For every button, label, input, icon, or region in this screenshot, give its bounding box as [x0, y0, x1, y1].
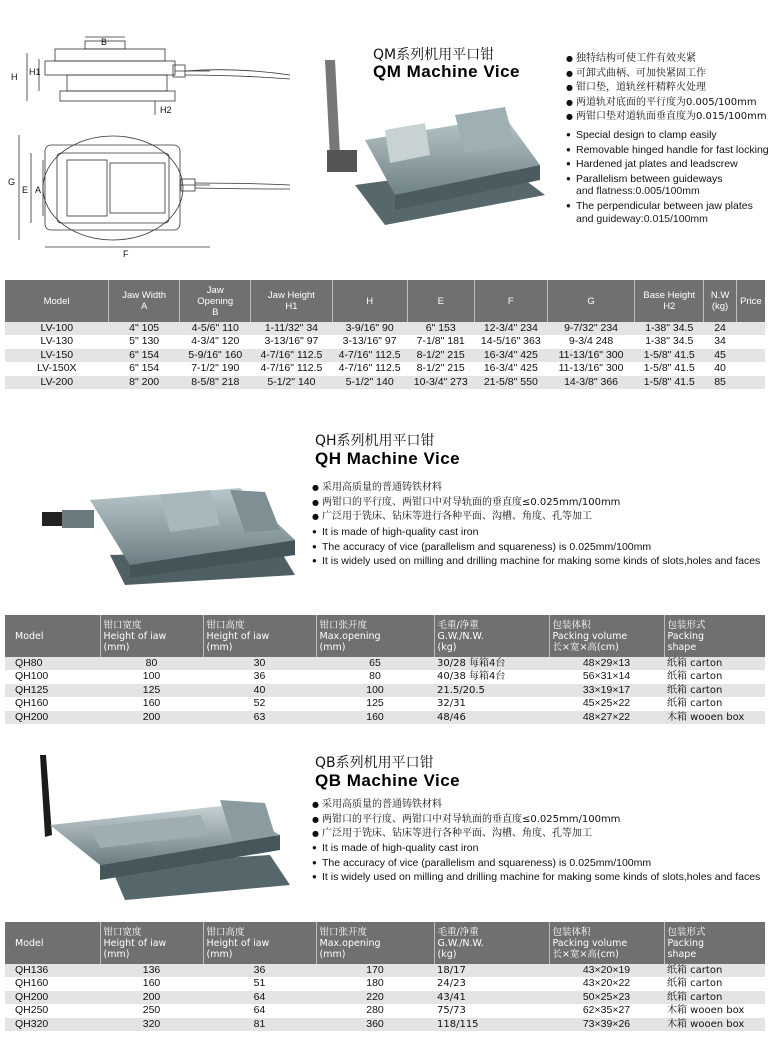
table-row	[5, 657, 765, 670]
cell: 5-1/2" 140	[251, 376, 332, 389]
cell-price	[736, 349, 765, 362]
dim-label-e: E	[22, 185, 29, 195]
cell: 45	[704, 349, 737, 362]
cell: 16-3/4" 425	[474, 349, 547, 362]
cell: 33×19×17	[549, 684, 664, 697]
cell-model: QH250	[5, 1004, 100, 1017]
table-row	[5, 991, 765, 1004]
col-header-model: Model	[5, 922, 100, 964]
cell: 220	[316, 991, 434, 1004]
cell: 9-7/32" 234	[547, 322, 634, 335]
cell: 5" 130	[109, 335, 180, 348]
qh-title-en: QH Machine Vice	[315, 449, 461, 468]
cell: 11-13/16" 300	[547, 349, 634, 362]
col-header-jaw-width: Jaw Width A	[109, 280, 180, 322]
cell: 纸箱 carton	[664, 684, 765, 697]
cell: 100	[100, 670, 203, 683]
col-header-model: Model	[5, 615, 100, 657]
cell-model: LV-200	[5, 376, 109, 389]
col-header-volume: 包装体积 Packing volume 长×宽×高(cm)	[549, 922, 664, 964]
dim-label-h1: H1	[29, 67, 41, 77]
list-item: ● It is made of high-quality cast iron	[312, 525, 760, 540]
col-header-base-height: Base Height H2	[635, 280, 704, 322]
list-item: ● 两钳口的平行度、两钳口中对导轨面的垂直度≤0.025mm/100mm	[312, 496, 620, 511]
cell: 4-7/16" 112.5	[251, 362, 332, 375]
cell: 4-7/16" 112.5	[251, 349, 332, 362]
cell-model: QH80	[5, 657, 100, 670]
cell-model: QH125	[5, 684, 100, 697]
cell: 11-13/16" 300	[547, 362, 634, 375]
cell-model: QH200	[5, 991, 100, 1004]
table-row	[5, 362, 765, 375]
cell: 48/46	[434, 711, 549, 724]
col-header-h: H	[332, 280, 407, 322]
cell: 180	[316, 977, 434, 990]
qm-features-cn	[566, 52, 767, 125]
col-header-volume: 包装体积 Packing volume 长×宽×高(cm)	[549, 615, 664, 657]
qm-title-en: QM Machine Vice	[373, 62, 521, 81]
qm-technical-drawing	[5, 35, 305, 260]
table-row	[5, 349, 765, 362]
cell: 3-9/16" 90	[332, 322, 407, 335]
col-header-jaw-height: Jaw Height H1	[251, 280, 332, 322]
cell: 56×31×14	[549, 670, 664, 683]
qm-feature-cont-flatness: and flatness:0.005/100mm	[576, 185, 700, 197]
col-header-opening: 钳口张开度 Max.opening (mm)	[316, 615, 434, 657]
qm-spec-table	[5, 280, 765, 389]
dim-label-a: A	[35, 185, 42, 195]
cell: 85	[704, 376, 737, 389]
cell: 纸箱 carton	[664, 657, 765, 670]
cell: 62×35×27	[549, 1004, 664, 1017]
cell-model: LV-130	[5, 335, 109, 348]
cell: 6" 153	[407, 322, 474, 335]
cell: 43×20×22	[549, 977, 664, 990]
cell: 32/31	[434, 697, 549, 710]
qh-vice-photo	[40, 470, 305, 590]
list-item: ● It is made of high-quality cast iron	[312, 841, 760, 856]
cell: 200	[100, 711, 203, 724]
cell: 360	[316, 1018, 434, 1031]
table-row	[5, 322, 765, 335]
cell: 18/17	[434, 964, 549, 977]
col-header-shape: 包装形式 Packing shape	[664, 615, 765, 657]
table-row	[5, 697, 765, 710]
cell: 160	[100, 977, 203, 990]
cell: 纸箱 carton	[664, 670, 765, 683]
cell: 160	[316, 711, 434, 724]
cell: 36	[203, 670, 316, 683]
qb-vice-photo	[30, 755, 305, 905]
cell: 8" 200	[109, 376, 180, 389]
cell: 5-9/16" 160	[180, 349, 251, 362]
qm-features-en	[566, 128, 769, 186]
qm-title-cn: QM系列机用平口钳	[373, 47, 495, 63]
dim-label-f: F	[123, 249, 129, 259]
table-row	[5, 376, 765, 389]
qb-spec-table	[5, 922, 765, 1031]
cell: 125	[100, 684, 203, 697]
cell: 250	[100, 1004, 203, 1017]
cell: 纸箱 carton	[664, 964, 765, 977]
cell: 65	[316, 657, 434, 670]
table-row	[5, 1018, 765, 1031]
cell: 52	[203, 697, 316, 710]
list-item: ● The accuracy of vice (parallelism and squareness) is 0.025mm/100mm	[312, 540, 760, 555]
qh-features-en	[312, 525, 760, 569]
table-row	[5, 670, 765, 683]
cell: 1-5/8" 41.5	[635, 376, 704, 389]
cell: 1-38" 34.5	[635, 335, 704, 348]
cell-model: QH160	[5, 977, 100, 990]
list-item: ● Hardened jat plates and leadscrew	[566, 157, 769, 172]
cell: 24	[704, 322, 737, 335]
table-row	[5, 335, 765, 348]
cell: 14-3/8" 366	[547, 376, 634, 389]
cell: 63	[203, 711, 316, 724]
table-row	[5, 964, 765, 977]
cell: 3-13/16" 97	[251, 335, 332, 348]
cell: 6" 154	[109, 349, 180, 362]
list-item: ● 采用高质量的普通铸铁材料	[312, 481, 620, 496]
cell: 40/38 每箱4台	[434, 670, 549, 683]
cell: 80	[316, 670, 434, 683]
cell: 木箱 wooen box	[664, 1018, 765, 1031]
cell: 30	[203, 657, 316, 670]
cell: 4-7/16" 112.5	[332, 362, 407, 375]
qm-features-en-2	[566, 199, 753, 214]
cell: 7-1/2" 190	[180, 362, 251, 375]
cell: 16-3/4" 425	[474, 362, 547, 375]
list-item: ● Removable hinged handle for fast locking	[566, 143, 769, 158]
qh-spec-table	[5, 615, 765, 724]
cell: 6" 154	[109, 362, 180, 375]
list-item: ● 广泛用于铣床、钻床等进行各种平面、沟槽、角度、孔等加工	[312, 827, 620, 842]
cell: 81	[203, 1018, 316, 1031]
cell: 木箱 wooen box	[664, 1004, 765, 1017]
cell: 1-11/32" 34	[251, 322, 332, 335]
cell: 21.5/20.5	[434, 684, 549, 697]
qb-title-cn: QB系列机用平口钳	[315, 755, 434, 771]
list-item: ● 可卸式曲柄、可加快紧固工作	[566, 67, 767, 82]
list-item: ● 采用高质量的普通铸铁材料	[312, 798, 620, 813]
cell: 木箱 wooen box	[664, 711, 765, 724]
cell-model: QH200	[5, 711, 100, 724]
dim-label-h2: H2	[160, 105, 172, 115]
col-header-g: G	[547, 280, 634, 322]
cell: 3-13/16" 97	[332, 335, 407, 348]
list-item: ● It is widely used on milling and drilling machine for making some kinds of slots,holes and faces	[312, 554, 760, 569]
cell: 200	[100, 991, 203, 1004]
qb-features-cn	[312, 798, 620, 842]
cell: 纸箱 carton	[664, 991, 765, 1004]
cell: 43/41	[434, 991, 549, 1004]
cell: 8-1/2" 215	[407, 362, 474, 375]
cell: 48×29×13	[549, 657, 664, 670]
cell-price	[736, 322, 765, 335]
cell: 5-1/2" 140	[332, 376, 407, 389]
cell: 45×25×22	[549, 697, 664, 710]
cell-model: QH320	[5, 1018, 100, 1031]
cell-model: LV-100	[5, 322, 109, 335]
cell: 36	[203, 964, 316, 977]
cell: 30/28 每箱4台	[434, 657, 549, 670]
cell: 纸箱 carton	[664, 977, 765, 990]
cell: 4" 105	[109, 322, 180, 335]
cell: 136	[100, 964, 203, 977]
cell: 21-5/8" 550	[474, 376, 547, 389]
list-item: ● 独特结构可使工件有效夹紧	[566, 52, 767, 67]
cell: 10-3/4" 273	[407, 376, 474, 389]
dim-label-b: B	[101, 37, 108, 47]
dim-label-g: G	[8, 177, 16, 187]
list-item: ● 钳口垫，道轨丝杆精粹火处理	[566, 81, 767, 96]
cell-model: QH100	[5, 670, 100, 683]
cell-model: LV-150X	[5, 362, 109, 375]
cell: 118/115	[434, 1018, 549, 1031]
list-item: ● 两钳口垫对道轨面垂直度为0.015/100mm	[566, 110, 767, 125]
qh-features-cn	[312, 481, 620, 525]
list-item: ● The perpendicular between jaw plates	[566, 199, 753, 214]
cell: 纸箱 carton	[664, 697, 765, 710]
cell: 64	[203, 991, 316, 1004]
cell: 1-5/8" 41.5	[635, 349, 704, 362]
cell: 9-3/4 248	[547, 335, 634, 348]
cell: 170	[316, 964, 434, 977]
col-header-opening: 钳口张开度 Max.opening (mm)	[316, 922, 434, 964]
cell: 80	[100, 657, 203, 670]
dim-label-h: H	[11, 72, 18, 82]
cell: 24/23	[434, 977, 549, 990]
list-item: ● Parallelism between guideways	[566, 172, 769, 187]
col-header-shape: 包装形式 Packing shape	[664, 922, 765, 964]
cell: 160	[100, 697, 203, 710]
cell: 64	[203, 1004, 316, 1017]
list-item: ● 两道轨对底面的平行度为0.005/100mm	[566, 96, 767, 111]
cell-model: QH136	[5, 964, 100, 977]
cell: 50×25×23	[549, 991, 664, 1004]
table-row	[5, 1004, 765, 1017]
cell: 100	[316, 684, 434, 697]
col-header-height: 钳口高度 Height of iaw (mm)	[203, 615, 316, 657]
cell: 4-5/6" 110	[180, 322, 251, 335]
list-item: ● It is widely used on milling and drilling machine for making some kinds of slots,holes and faces	[312, 870, 760, 885]
cell: 12-3/4" 234	[474, 322, 547, 335]
cell: 75/73	[434, 1004, 549, 1017]
list-item: ● Special design to clamp easily	[566, 128, 769, 143]
cell: 1-5/8" 41.5	[635, 362, 704, 375]
col-header-weight: 毛重/净重 G.W./N.W. (kg)	[434, 922, 549, 964]
col-header-e: E	[407, 280, 474, 322]
col-header-jaw-opening: Jaw Opening B	[180, 280, 251, 322]
cell: 51	[203, 977, 316, 990]
col-header-width: 钳口宽度 Height of iaw (mm)	[100, 922, 203, 964]
cell-price	[736, 376, 765, 389]
cell: 4-3/4" 120	[180, 335, 251, 348]
col-header-price: Price	[736, 280, 765, 322]
col-header-width: 钳口宽度 Height of iaw (mm)	[100, 615, 203, 657]
qb-features-en	[312, 841, 760, 885]
cell: 73×39×26	[549, 1018, 664, 1031]
qb-title-en: QB Machine Vice	[315, 771, 461, 790]
cell: 125	[316, 697, 434, 710]
cell: 8-5/8" 218	[180, 376, 251, 389]
table-row	[5, 684, 765, 697]
cell-price	[736, 335, 765, 348]
cell: 14-5/16" 363	[474, 335, 547, 348]
col-header-weight: 毛重/净重 G.W./N.W. (kg)	[434, 615, 549, 657]
col-header-height: 钳口高度 Height of iaw (mm)	[203, 922, 316, 964]
cell: 1-38" 34.5	[635, 322, 704, 335]
cell: 320	[100, 1018, 203, 1031]
cell: 4-7/16" 112.5	[332, 349, 407, 362]
list-item: ● 广泛用于铣床、钻床等进行各种平面、沟槽、角度、孔等加工	[312, 510, 620, 525]
qh-title-cn: QH系列机用平口钳	[315, 433, 435, 449]
cell: 280	[316, 1004, 434, 1017]
cell: 34	[704, 335, 737, 348]
table-row	[5, 711, 765, 724]
cell: 48×27×22	[549, 711, 664, 724]
cell-price	[736, 362, 765, 375]
cell: 40	[704, 362, 737, 375]
cell-model: LV-150	[5, 349, 109, 362]
cell: 7-1/8" 181	[407, 335, 474, 348]
list-item: ● The accuracy of vice (parallelism and squareness) is 0.025mm/100mm	[312, 856, 760, 871]
qm-feature-cont-guideway: and guideway:0.015/100mm	[576, 213, 708, 225]
col-header-f: F	[474, 280, 547, 322]
cell: 8-1/2" 215	[407, 349, 474, 362]
table-row	[5, 977, 765, 990]
col-header-nw: N.W (kg)	[704, 280, 737, 322]
col-header-model: Model	[5, 280, 109, 322]
cell-model: QH160	[5, 697, 100, 710]
list-item: ● 两钳口的平行度、两钳口中对导轨面的垂直度≤0.025mm/100mm	[312, 813, 620, 828]
cell: 43×20×19	[549, 964, 664, 977]
cell: 40	[203, 684, 316, 697]
